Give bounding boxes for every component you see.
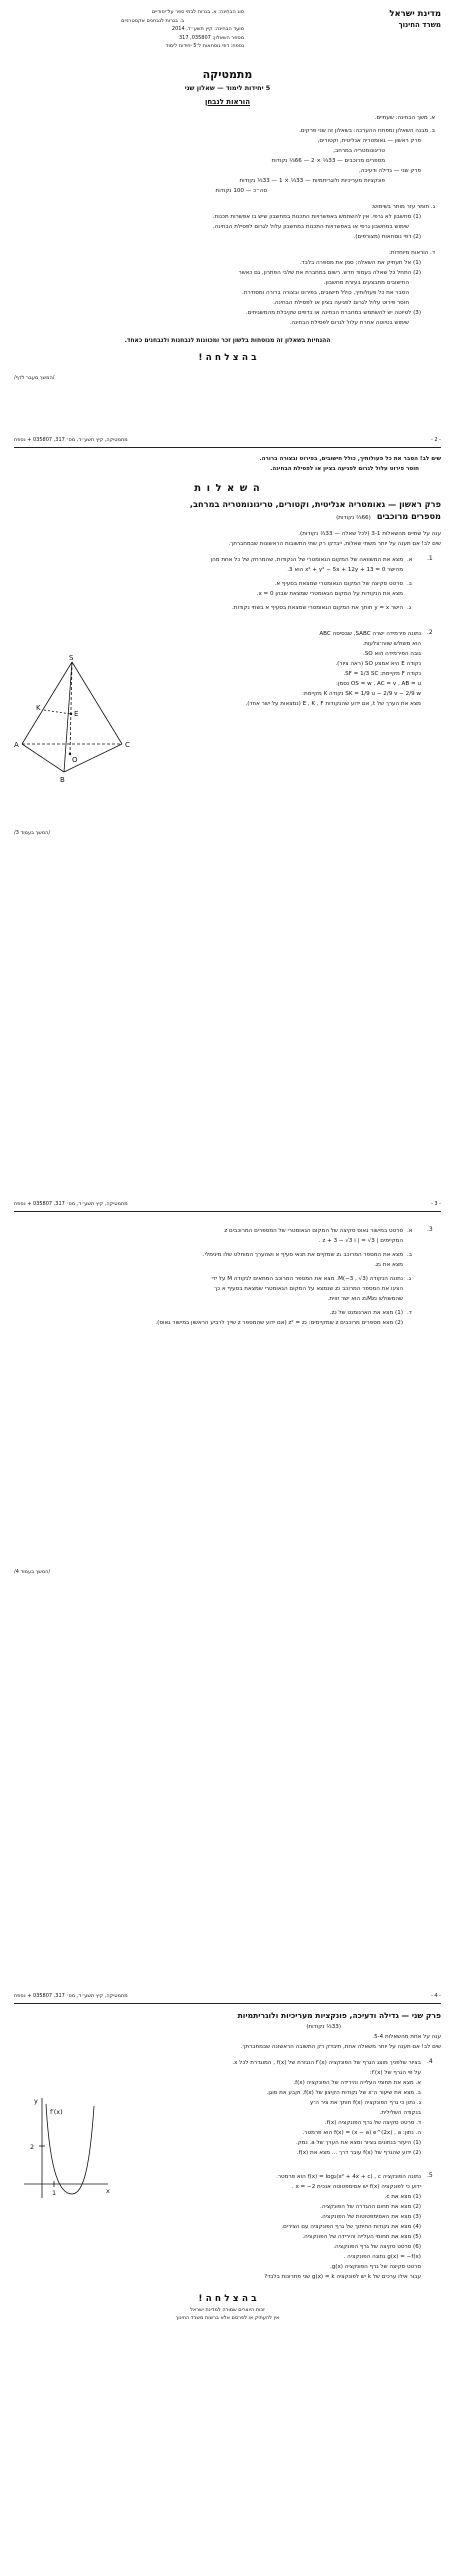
question-3 <box>14 1226 441 1328</box>
subquestion-letter: א. <box>407 556 413 563</box>
instr-line: (2) התחל כל שאלה בעמוד חדש. רשום במחברת את שלבי הפתרון, גם כאשר <box>238 269 421 276</box>
tick-x-label: 1 <box>52 2189 57 2197</box>
page-2 <box>14 436 441 837</box>
instr-line: א. משך הבחינה: שעתיים. <box>374 114 435 121</box>
question-text: ה. נתון: f(x) = (x − a) e^(2x) , a הוא פרמטר. <box>302 2129 421 2136</box>
question-text: (4) מצא את נקודות החיתוך של גרף הפונקציה עם הצירים. <box>281 2223 421 2230</box>
running-header: מתמטיקה, קיץ תשע״ד, מס׳ 317, 035807 + נספח <box>14 1201 128 1207</box>
page-number: - 4 - <box>431 1993 441 1999</box>
attention-line: שים לב! אם תענה על יותר משאלה אחת, תיבדק רק התשובה הראשונה שבמחברתך. <box>240 2043 441 2050</box>
question-text: (1) היעזר בנתונים בציור ומצא את הערך של a. נמק. <box>295 2139 421 2146</box>
subquestion <box>14 1308 421 1328</box>
point-label-e: E <box>74 710 79 718</box>
question-text: (1) מצא את c. <box>384 2193 421 2200</box>
question-text: (5) מצא את תחומי העלייה והירידה של הפונקציה. <box>302 2233 421 2240</box>
question-text: על פי הגרף של f′(x): <box>369 2069 421 2076</box>
instr-line: חוסר פירוט עלול לגרום לפגיעה בציון או לפסילת הבחינה. <box>273 299 409 306</box>
instr-line: הסבר את כל פעולותיך, כולל חישובים, בפירוט ובצורה ברורה ומסודרת. <box>242 289 409 296</box>
page1-header <box>14 8 441 51</box>
question-number: 3. <box>427 1225 433 1233</box>
header-left <box>14 8 244 51</box>
subquestion-letter: א. <box>407 1227 413 1234</box>
page3-header <box>14 1200 441 1209</box>
instr-line: מספרים מרוכבים — 33⅓ × 2 — 66⅔ נקודות <box>271 157 385 164</box>
question-text: מהישר x² + y² − 5x + 12y + 13 = 0 הוא 3. <box>287 566 403 573</box>
question-text: הוא משולש שווה־צלעות. <box>362 640 421 647</box>
page-3 <box>14 1200 441 1576</box>
question-number: 4. <box>427 2057 433 2065</box>
question-text: בציור שלפניך מוצג הגרף של הפונקציה f′(x) הנגזרת של f(x) , המוגדרת לכל x. <box>232 2059 421 2066</box>
instr-line: ג. חומר עזר מותר בשימוש: <box>371 203 435 210</box>
section-title: ה ש א ל ו ת <box>194 482 261 494</box>
instr-line: החישובים מתבצעים בעזרת מחשבון. <box>323 279 409 286</box>
question-text: g(x) = −f(x) נתונה הפונקציה . <box>343 2253 421 2260</box>
subquestion <box>14 1226 421 1246</box>
part-points: (33⅓ נקודות) <box>306 2023 341 2030</box>
ministry-name: משרד החינוך <box>398 21 441 29</box>
instr-line: ב. מבנה השאלון ומפתח ההערכה: בשאלון זה שני פרקים. <box>299 127 435 134</box>
question-text: המקיימים | z + 3 − √3 i | = √3 . <box>318 1237 403 1244</box>
exam-date: מועד הבחינה: קיץ תשע״ד, 2014 <box>171 26 244 32</box>
question-text: מצא את z₁. <box>374 1261 403 1268</box>
continue-note: /המשך בעמוד 4/ <box>14 1568 51 1575</box>
point-label-o: O <box>72 756 78 764</box>
vertex-label-b: B <box>60 776 65 784</box>
axis-y-label: y <box>34 2097 38 2105</box>
copyright-line: זכות היוצרים שמורה למדינת ישראל <box>190 2306 265 2313</box>
instr-line: סה״כ — 100 נקודות <box>215 187 267 194</box>
instr-line: שימוש בטיוטה אחרת עלול לגרום לפסילת הבחינה. <box>289 319 409 326</box>
subquestion <box>14 1274 421 1304</box>
instr-line: (1) מחשבון לא גרפי. אין להשתמש באפשרויות התכנות במחשבון שיש בו אפשרות תכנות. <box>212 213 421 220</box>
instr-line: (3) לטיוטה יש להשתמש במחברת הבחינה או בדפים שקיבלת מהמשגיחים. <box>245 309 421 316</box>
pyramid-figure <box>14 654 134 794</box>
question-number: 5. <box>427 2171 433 2179</box>
continue-note: /המשך בעמוד 3/ <box>14 829 51 836</box>
vertex-label-s: S <box>69 654 74 662</box>
exam-number: מספר השאלון: 035807, 317 <box>179 34 244 41</box>
instr-line: (1) אל תעתיק את השאלה; סמן את מספרה בלבד. <box>299 259 421 266</box>
instr-line: שימוש במחשבון גרפי או באפשרויות התכנות במחשבון עלול לגרום לפסילת הבחינה. <box>212 223 409 230</box>
question-text: בנקודה השלילית. <box>379 2109 421 2116</box>
instructions <box>14 113 441 328</box>
subquestion <box>14 555 421 575</box>
question-text: מצא את הערך של t, אם ידוע שהנקודות E , K , F (נמצאות על ישר אחד). <box>245 700 421 707</box>
question-text: סרטט במישור גאוס סקיצה של המקום הגאומטרי של המספרים המרוכבים z <box>224 1227 403 1234</box>
question-text: שהמשולש z₁Mz₂ הוא ישר זווית. <box>327 1295 403 1302</box>
question-text: נקודה F מקיימת: SF = 1/3 SC. <box>343 670 421 677</box>
question-text: סרטט סקיצה של גרף הפונקציה g(x). <box>329 2263 421 2270</box>
point-label-k: K <box>36 704 41 712</box>
question-text: (2) מצא את תחום ההגדרה של הפונקציה. <box>320 2203 421 2210</box>
part-title: פרק שני — גדילה ודעיכה, פונקציות מעריכיות ולוגריתמיות <box>237 2010 441 2020</box>
axis-x-label: x <box>106 2187 110 2195</box>
answer-instruction: ענה על אחת מהשאלות 5-4. <box>372 2033 441 2040</box>
curve-label: f′(x) <box>50 2108 63 2116</box>
question-text: הציגו את המספר המרוכב z₂ שנמצא על המקום הגאומטרי שמצאת בסעיף א כך <box>214 1285 403 1292</box>
instr-line: פרק שני — גדילה ודעיכה, <box>359 167 421 174</box>
good-luck: ב ה צ ל ח ה ! <box>198 2293 257 2304</box>
question-text: SK = 1/9 u − 2/9 v − 2/9 w נקודה K מקיימת: <box>302 690 421 697</box>
question-text: סרטט סקיצה של המקום הגאומטרי שמצאת בסעיף א. <box>274 580 403 587</box>
question-text: גובה הפירמידה הוא SO. <box>362 650 421 657</box>
question-text: ב. מצא את שיעור ה־x של נקודות הקיצון של f(x), וקבע את סוגן. <box>266 2089 421 2096</box>
org-name: מדינת ישראל <box>389 9 441 19</box>
question-text: נקודה E היא אמצע SO (ראה ציור). <box>335 660 421 667</box>
page-1 <box>14 8 441 382</box>
question-text: OS = w , AC = v , AB = u נסמן: <box>336 680 421 687</box>
question-number: 1. <box>427 554 433 562</box>
attention-line: חוסר פירוט עלול לגרום לפגיעה בציון או לפסילת הבחינה. <box>270 465 419 472</box>
part-title: פרק ראשון — גאומטריה אנליטית, וקטורים, טריגונומטריה במרחב, <box>189 498 441 509</box>
instr-line: (2) דפי נוסחאות (מצורפים). <box>353 233 421 240</box>
page-number: - 3 - <box>431 1201 441 1207</box>
question-text: עבור אילו ערכים של k יש לפונקציה g(x) = k שני פתרונות בלבד? <box>264 2273 421 2280</box>
answer-instruction: ענה על שתיים מהשאלות 3-1 (לכל שאלה — 33⅓ נקודות). <box>298 530 441 537</box>
attention-line: שים לב! אם תענה על יותר משתי שאלות, ייבדקו רק שתי התשובות הראשונות שבמחברתך. <box>228 540 441 547</box>
page-number: - 2 - <box>431 437 441 443</box>
question-text: מצא את הנקודות על המקום הגאומטרי שמצאת שבהן x = 0. <box>256 590 403 597</box>
instr-line: טריגונומטריה במרחב, <box>333 147 385 154</box>
question-text: הישר y = x חותך את המקום הגאומטרי שמצאת בסעיף א בשתי נקודות. <box>231 604 403 611</box>
question-text: ידוע כי לפונקציה f(x) יש אסימפטוטה אנכית x = −2 . <box>291 2183 421 2190</box>
instructions-title: הוראות לנבחן <box>204 97 251 106</box>
question-1 <box>14 555 441 613</box>
exam-appendix: נספח: דפי נוסחאות ל־5 יחידות לימוד <box>165 43 244 49</box>
tick-y-label: 2 <box>30 2143 35 2151</box>
question-text: א. מצא את תחומי העלייה והירידה של הפונקציה f(x). <box>293 2079 421 2086</box>
copyright-line: אין להעתיק או לפרסם אלא ברשות משרד החינוך <box>175 2315 280 2321</box>
subquestion-letter: ב. <box>407 1251 413 1258</box>
attention-line: שים לב! הסבר את כל פעולותיך, כולל חישובים, בפירוט ובצורה ברורה. <box>259 455 441 462</box>
instr-line: פרק ראשון — גאומטריה אנליטית, וקטורים, <box>317 137 421 144</box>
instr-line: ד. הוראות מיוחדות: <box>388 249 435 256</box>
continue-note: /המשך מעבר לדף/ <box>14 374 55 381</box>
running-header: מתמטיקה, קיץ תשע״ד, מס׳ 317, 035807 + נספח <box>14 437 128 443</box>
subquestion <box>14 1250 421 1270</box>
question-text: (1) מצא את הארגומנט של z₂. <box>329 1309 403 1316</box>
question-text: (2) מצא מספרים מרוכבים z שמקיימים: z² = z₂ (אם ידוע שהמספר z שייך לרביע הראשון במישור גאוס). <box>155 1319 403 1326</box>
vertex-label-c: C <box>125 741 130 749</box>
page-4 <box>14 1992 441 2323</box>
exam-type: סוג הבחינה: א. בגרות לבתי ספר על־יסודיים <box>151 9 244 15</box>
question-text: ד. סרטט סקיצה של גרף הפונקציה f(x). <box>324 2119 421 2126</box>
page2-header <box>14 436 441 445</box>
question-text: (3) מצא את האסימפטוטות של הפונקציה. <box>320 2213 421 2220</box>
page4-header <box>14 1992 441 2001</box>
question-text: נתונה הפונקציה f(x) = log₂(x² + 4x + c) , c הוא פרמטר. <box>276 2173 421 2180</box>
subquestion-letter: ד. <box>407 1309 412 1316</box>
subquestion <box>14 603 421 613</box>
question-text: נתונה פירמידה ישרה SABC, שבסיסה ABC <box>319 630 421 637</box>
part-title-2: מספרים מרוכבים <box>376 510 441 521</box>
subquestion-letter: ג. <box>407 1275 412 1282</box>
subquestion-letter: ב. <box>407 580 413 587</box>
question-text: מצא את המספר המרוכב z₁ שמקיים את תנאי סעיף א ושהערך המוחלט שלו מינימלי. <box>202 1251 403 1258</box>
subquestion <box>14 579 421 599</box>
part-points: (66⅔ נקודות) <box>336 514 371 521</box>
question-text: (2) ידוע שהגרף של f(x) עובר דרך ... מצא את f(x). <box>296 2149 421 2156</box>
running-header: מתמטיקה, קיץ תשע״ד, מס׳ 317, 035807 + נספח <box>14 1993 128 1999</box>
instr-line: פונקציות מעריכיות ולוגריתמיות — 33⅓ × 1 — 33⅓ נקודות <box>239 177 385 184</box>
question-number: 2. <box>427 628 433 636</box>
question-text: נתונה הנקודה M(−3 , √3). מצא את המספר המרוכב המתאים לנקודה M על ידי <box>211 1275 403 1282</box>
question-text: מצא את המשוואה של המקום הגאומטרי של הנקודות, שהמרחק של כל אחת מהן <box>210 556 403 563</box>
question-text: (6) סרטט סקיצה של גרף הפונקציה. <box>333 2243 421 2250</box>
exam-type-b: ב. בגרות לנבחנים אקסטרניים <box>121 17 184 24</box>
gender-note: ההנחיות בשאלון זה מנוסחות בלשון זכר ומכוונות לנבחנות ולנבחנים כאחד. <box>124 336 331 344</box>
derivative-graph <box>20 2094 112 2204</box>
page-title: מתמטיקה <box>202 67 253 81</box>
question-text: ג. נתון כי גרף הפונקציה f(x) חותך את ציר ה־y <box>309 2099 421 2106</box>
good-luck: ב ה צ ל ח ה ! <box>198 352 257 363</box>
subquestion-letter: ג. <box>407 604 412 611</box>
header-right <box>321 8 441 30</box>
vertex-label-a: A <box>14 741 19 749</box>
page-subtitle: 5 יחידות לימוד — שאלון שני <box>184 83 271 92</box>
